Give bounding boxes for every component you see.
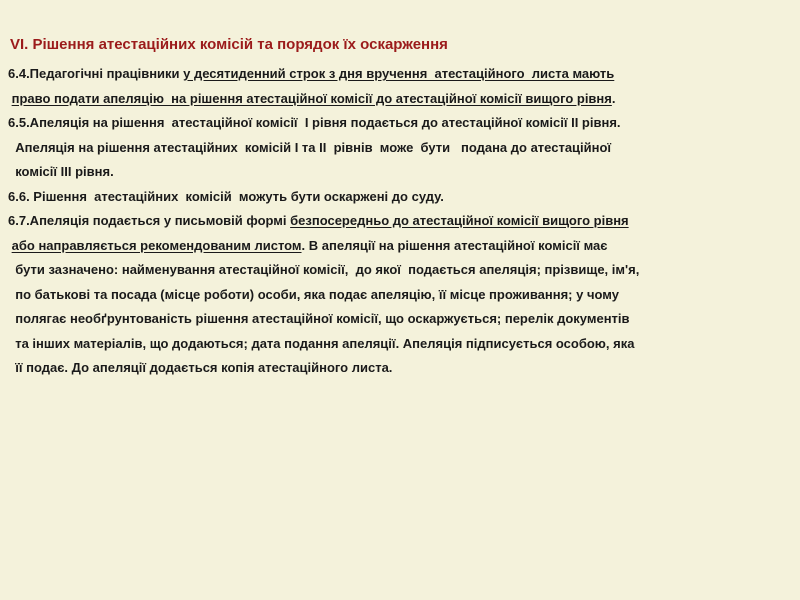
text-segment: . [611,90,616,106]
body-line [8,311,630,326]
text-segment: 6.6. Рішення атестаційних комісій можуть бути оскаржені до суду. [8,188,444,204]
underlined-text: безпосередньо до атестаційної комісії вищого рівня [290,213,629,228]
body-line [8,262,639,277]
body-line [8,360,392,375]
text-segment: 6.7.Апеляція подається у письмовій формі [8,213,291,228]
text-segment: полягає необґрунтованість рішення атестаційної комісії, що оскаржується; перелік документів [8,311,630,326]
text-segment: . В апеляції на рішення атестаційної комісії має [301,237,608,253]
text-segment: бути зазначено: найменування атестаційної комісії, до якої подається апеляція; прізвище, ім'я, [8,262,640,277]
body-line [8,213,629,228]
text-segment: Апеляція на рішення атестаційних комісій І та ІІ рівнів може бути подана до атестаційної [8,139,612,155]
body-line [8,238,607,253]
body-line [8,336,634,351]
body-line [8,66,614,81]
text-segment: та інших матеріалів, що додаються; дата подання апеляції. Апеляція підписується особою, яка [8,335,635,351]
body-line [8,287,619,302]
text-segment: її подає. До апеляції додається копія атестаційного листа. [8,360,393,375]
text-segment: комісії ІІІ рівня. [8,164,114,179]
body-line [8,91,615,106]
underlined-text: у десятиденний строк з дня вручення атестаційного листа мають [183,66,615,81]
body-line [8,164,114,179]
text-segment: 6.4.Педагогічні працівники [8,66,184,81]
text-segment: по батькові та посада (місце роботи) особи, яка подає апеляцію, її місце проживання; у чому [8,286,619,302]
text-segment: 6.5.Апеляція на рішення атестаційної комісії І рівня подається до атестаційної комісії ІІ рівня. [8,115,621,130]
body-line [8,140,611,155]
body-line [8,115,621,130]
underlined-text: право подати апеляцію на рішення атестаційної комісії до атестаційної комісії вищого рівня [11,90,612,106]
body-line [8,189,444,204]
underlined-text: або направляється рекомендованим листом [11,237,302,253]
slide-title: VI. Рішення атестаційних комісій та порядок їх оскарження [10,36,448,53]
